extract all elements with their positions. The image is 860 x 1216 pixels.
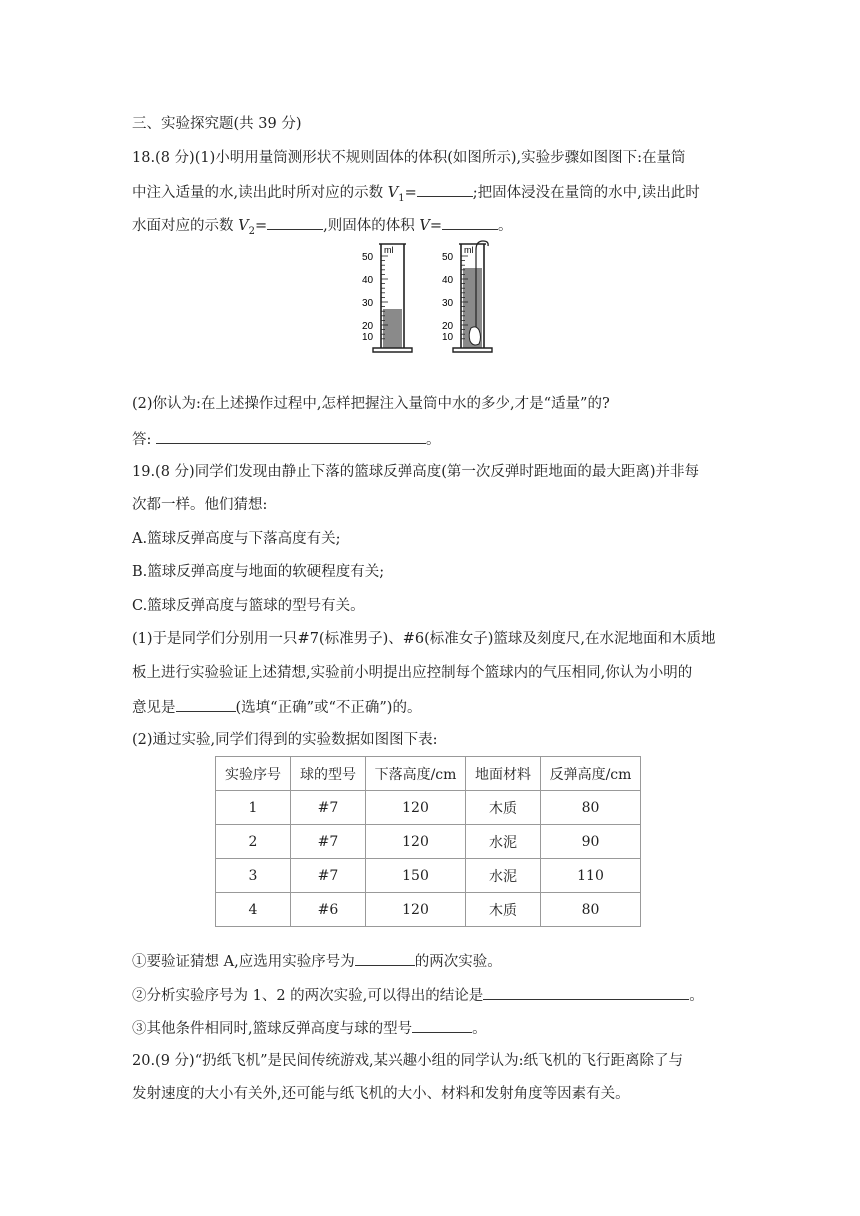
q18-var-v: V [419, 218, 430, 234]
q18-line1: 18.(8 分)(1)小明用量筒测形状不规则固体的体积(如图所示),实验步骤如图图下:在量筒 [132, 150, 686, 166]
answer-end: 。 [426, 432, 441, 448]
q18-line2 [132, 181, 700, 209]
cell: 110 [541, 859, 641, 893]
cell: 120 [366, 825, 466, 859]
left-tick-20: 20 [362, 321, 374, 332]
guess-a: A.篮球反弹高度与下落高度有关; [132, 531, 341, 547]
right-tick-30: 30 [442, 298, 454, 309]
cell: 120 [366, 791, 466, 825]
cell: 120 [366, 893, 466, 927]
cell: 水泥 [466, 825, 541, 859]
cell: 水泥 [466, 859, 541, 893]
header-trial-no: 实验序号 [216, 757, 291, 791]
header-ball-model: 球的型号 [291, 757, 366, 791]
cell: 木质 [466, 893, 541, 927]
q19-p1-line3-b: (选填“正确”或“不正确”)的。 [235, 700, 422, 716]
q18-line3-text-a: 水面对应的示数 [132, 218, 239, 234]
cell: 80 [541, 791, 641, 825]
c2-text-a: ②分析实验序号为 1、2 的两次实验,可以得出的结论是 [132, 988, 484, 1004]
left-cylinder-unit: ml [384, 245, 394, 255]
q20-line2: 发射速度的大小有关外,还可能与纸飞机的大小、材料和发射角度等因素有关。 [132, 1086, 630, 1102]
c2-text-b: 。 [689, 988, 704, 1004]
cylinder-right [442, 241, 492, 352]
cell: #7 [291, 825, 366, 859]
c3-blank[interactable] [412, 1017, 472, 1033]
cell: 2 [216, 825, 291, 859]
cell: #7 [291, 859, 366, 893]
table-row [216, 791, 641, 825]
q18-sub2: 2 [248, 225, 255, 237]
right-tick-20: 20 [442, 321, 454, 332]
q18-line3-end: 。 [497, 218, 513, 234]
answer-blank[interactable] [156, 428, 426, 444]
q20-line1: 20.(9 分)“扔纸飞机”是民间传统游戏,某兴趣小组的同学认为:纸飞机的飞行距离除了与 [132, 1053, 684, 1069]
q19-p1-line3 [132, 696, 421, 718]
q18-eq3: = [429, 218, 442, 234]
left-tick-50: 50 [362, 252, 374, 263]
table-row [216, 825, 641, 859]
graduated-cylinders-figure [355, 238, 515, 358]
c3-text-b: 。 [472, 1021, 487, 1037]
q18-line2-text-c: ;把固体浸没在量筒的水中,读出此时 [472, 185, 700, 201]
header-floor-material: 地面材料 [466, 757, 541, 791]
q18-var-v1: V [387, 185, 399, 201]
conclusion-1 [132, 950, 502, 972]
c3-text-a: ③其他条件相同时,篮球反弹高度与球的型号 [132, 1021, 413, 1037]
q19-line2: 次都一样。他们猜想: [132, 497, 268, 513]
q19-p1-line3-a: 意见是 [132, 700, 176, 716]
q19-p1-line1: (1)于是同学们分别用一只#7(标准男子)、#6(标准女子)篮球及刻度尺,在水泥地面和木质地 [132, 631, 716, 647]
q19-p1-line2: 板上进行实验验证上述猜想,实验前小明提出应控制每个篮球内的气压相同,你认为小明的 [132, 665, 693, 681]
right-tick-50: 50 [442, 252, 454, 263]
v-blank[interactable] [442, 214, 498, 230]
table-row [216, 859, 641, 893]
q18-sub1: 1 [398, 192, 405, 204]
conclusion-3 [132, 1017, 487, 1039]
q18-answer-line [132, 428, 441, 450]
table-header-row [216, 757, 641, 791]
v1-blank[interactable] [417, 181, 473, 197]
q19-p2: (2)通过实验,同学们得到的实验数据如图图下表: [132, 732, 438, 748]
cell: 3 [216, 859, 291, 893]
q18-eq2: = [254, 218, 268, 234]
cell: 150 [366, 859, 466, 893]
header-bounce-height: 反弹高度/cm [541, 757, 641, 791]
q18-part2: (2)你认为:在上述操作过程中,怎样把握注入量筒中水的多少,才是“适量”的? [132, 396, 610, 412]
left-tick-30: 30 [362, 298, 374, 309]
c2-blank[interactable] [483, 984, 689, 1000]
c1-text-b: 的两次实验。 [414, 954, 502, 970]
experiment-table [215, 756, 641, 927]
cell: 4 [216, 893, 291, 927]
answer-label: 答: [132, 432, 152, 448]
left-tick-10: 10 [362, 332, 374, 343]
cylinder-left [362, 244, 412, 352]
cell: #7 [291, 791, 366, 825]
conclusion-2 [132, 984, 704, 1006]
v2-blank[interactable] [267, 214, 323, 230]
right-tick-10: 10 [442, 332, 454, 343]
guess-b: B.篮球反弹高度与地面的软硬程度有关; [132, 564, 385, 580]
cell: 木质 [466, 791, 541, 825]
q18-var-v2: V [238, 218, 249, 234]
q18-line2-text-a: 中注入适量的水,读出此时所对应的示数 [132, 185, 388, 201]
right-cylinder-unit: ml [464, 245, 474, 255]
opinion-blank[interactable] [176, 696, 236, 712]
guess-c: C.篮球反弹高度与篮球的型号有关。 [132, 598, 365, 614]
cell: 80 [541, 893, 641, 927]
cell: #6 [291, 893, 366, 927]
right-tick-40: 40 [442, 275, 454, 286]
table-row [216, 893, 641, 927]
q18-eq1: = [404, 185, 417, 201]
q19-line1: 19.(8 分)同学们发现由静止下落的篮球反弹高度(第一次反弹时距地面的最大距离)并非每 [132, 464, 700, 480]
cell: 90 [541, 825, 641, 859]
c1-blank[interactable] [355, 950, 415, 966]
header-drop-height: 下落高度/cm [366, 757, 466, 791]
q18-line3-text-c: ,则固体的体积 [323, 218, 420, 234]
cell: 1 [216, 791, 291, 825]
left-tick-40: 40 [362, 275, 374, 286]
section-title: 三、实验探究题(共 39 分) [132, 116, 302, 132]
c1-text-a: ①要验证猜想 A,应选用实验序号为 [132, 954, 355, 970]
